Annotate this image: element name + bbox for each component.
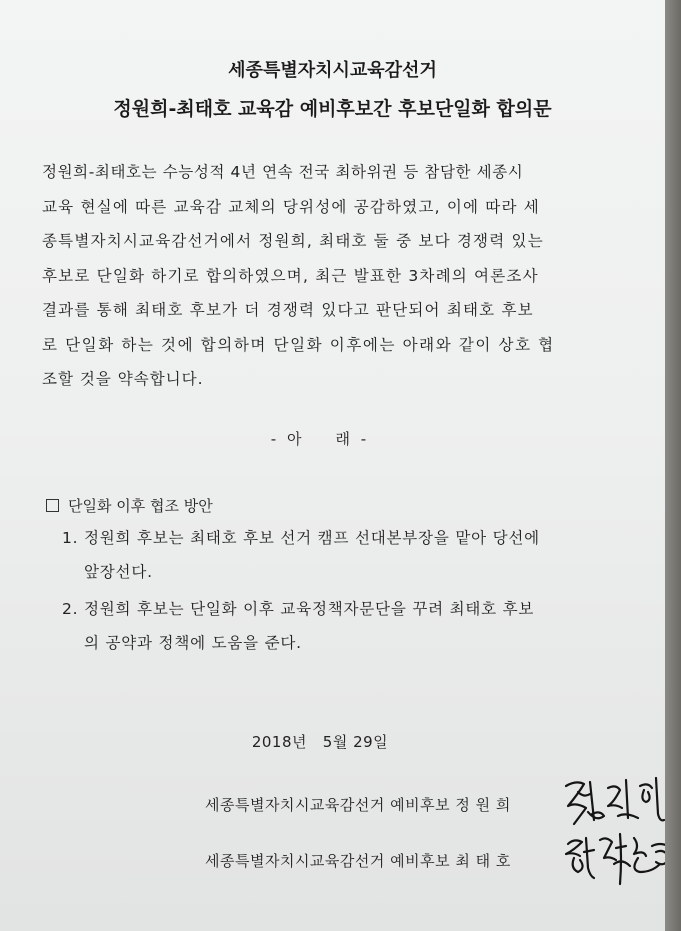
agreement-body (42, 155, 612, 397)
body-line: 후보로 단일화 하기로 합의하였으며, 최근 발표한 3차례의 여론조사 (42, 266, 539, 285)
body-line: 조할 것을 약속합니다. (42, 370, 204, 388)
document-title-agreement: 정원희-최태호 교육감 예비후보간 후보단일화 합의문 (113, 98, 552, 120)
checkbox-square-icon (46, 499, 59, 512)
signer-line: 세종특별자치시교육감선거 예비후보 최 태 호 (205, 852, 511, 870)
section-title: 단일화 이후 협조 방안 (68, 497, 213, 515)
item-number: 1. (62, 529, 79, 547)
item-text-continued: 의 공약과 정책에 도움을 준다. (84, 634, 302, 652)
body-line: 종특별자치시교육감선거에서 정원희, 최태호 둘 중 보다 경쟁력 있는 (42, 232, 544, 250)
section-heading (46, 495, 213, 516)
body-line: 결과를 통해 최태호 후보가 더 경쟁력 있다고 판단되어 최태호 후보 (42, 301, 534, 319)
item-text-continued: 앞장선다. (84, 563, 153, 581)
document-title-election: 세종특별자치시교육감선거 (228, 60, 437, 81)
list-item (62, 521, 602, 589)
body-line: 교육 현실에 따른 교육감 교체의 당위성에 공감하였고, 이에 따라 세 (42, 197, 540, 216)
signature-choi-taeho (560, 828, 675, 890)
body-line: 로 단일화 하는 것에 합의하며 단일화 이후에는 아래와 같이 상호 협 (42, 335, 555, 354)
list-item (62, 592, 602, 660)
item-text: 정원희 후보는 최태호 후보 선거 캠프 선대본부장을 맡아 당선에 (84, 529, 540, 547)
signer-line: 세종특별자치시교육감선거 예비후보 정 원 희 (205, 796, 511, 814)
document-date: 2018년 5월 29일 (251, 733, 389, 751)
item-text: 정원희 후보는 단일화 이후 교육정책자문단을 꾸려 최태호 후보 (84, 600, 535, 618)
item-number: 2. (62, 600, 79, 618)
page-edge-shadow (665, 0, 681, 931)
signature-jung-wonhee (560, 772, 665, 832)
notice-heading: - 아 래 - (270, 430, 370, 448)
body-line: 정원희-최태호는 수능성적 4년 연속 전국 최하위권 등 참담한 세종시 (42, 163, 524, 181)
